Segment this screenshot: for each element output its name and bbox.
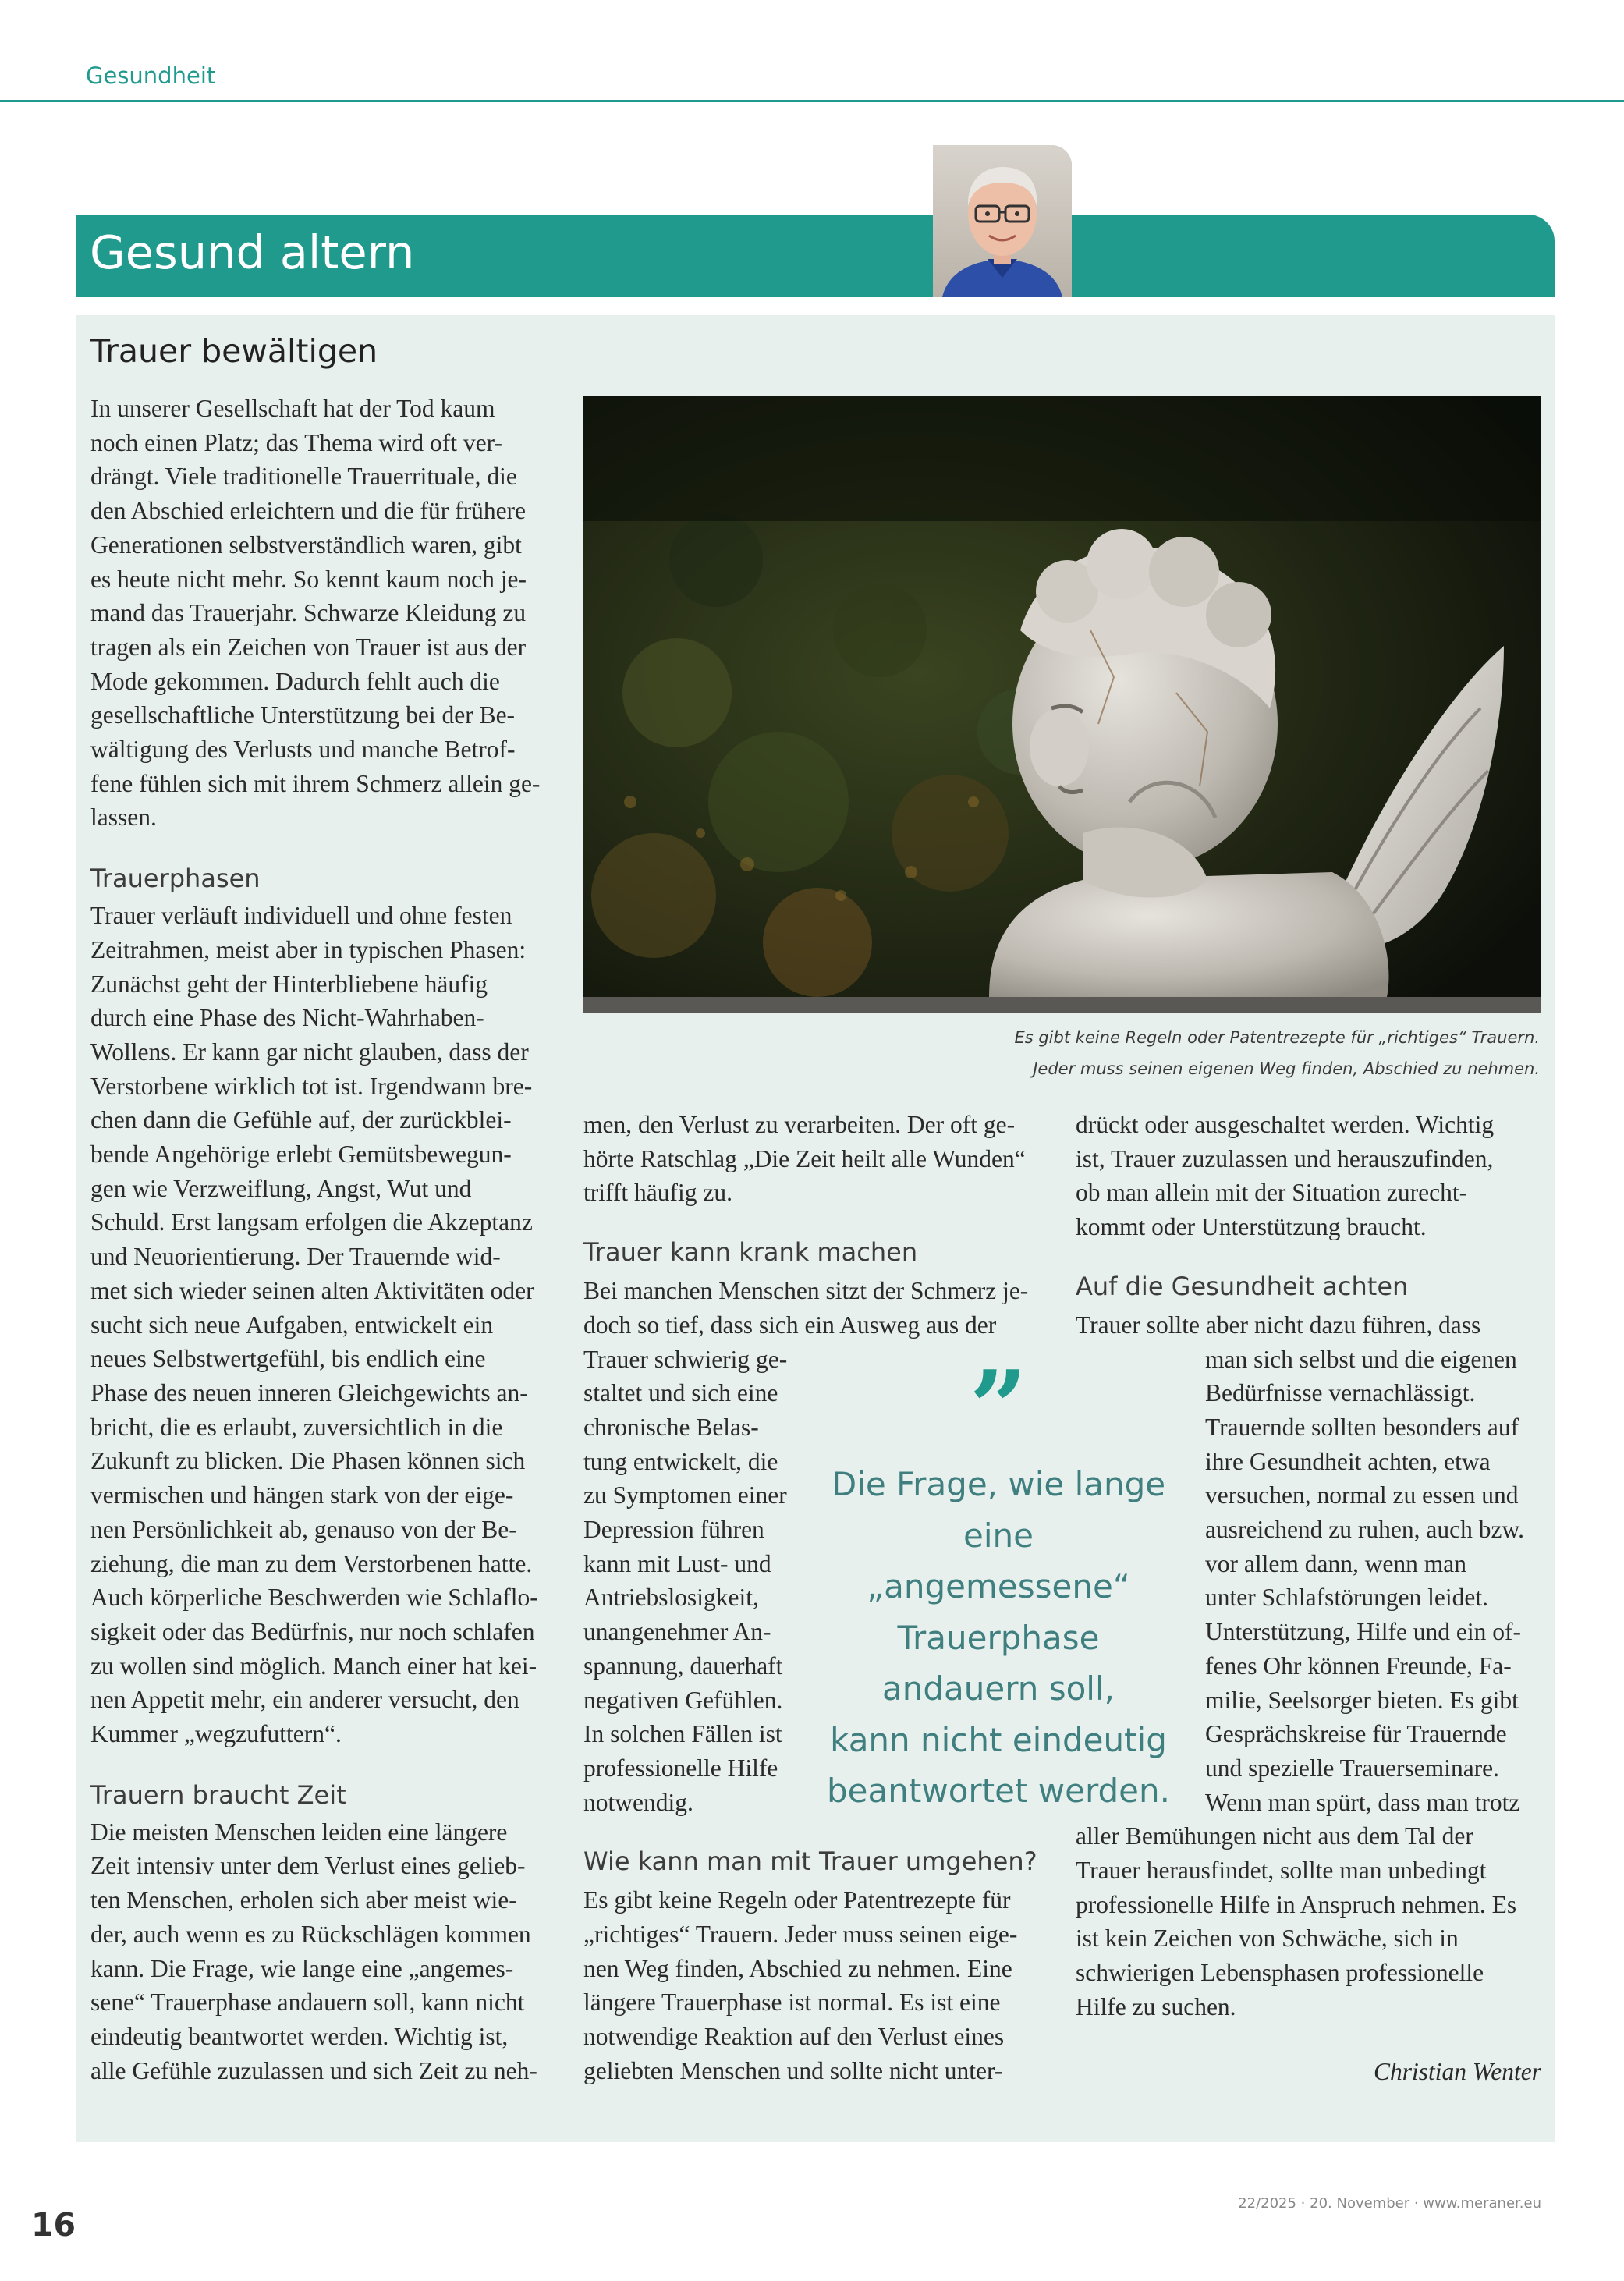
intro-paragraph: In unserer Gesellschaft hat der Tod kaum noch einen Platz; das Thema wird oft ver- drängt. Viele traditionelle Trauerrituale, die den Abschied erleichtern und die für frühere Generationen selbstverständlich waren, gibt es heute nicht mehr. So kennt kaum noch je- mand das Trauerjahr. Schwarze Kleidung zu tragen als ein Zeichen von Trauer ist aus der Mode gekommen. Dadurch fehlt auch die gesellschaftliche Unterstützung bei der Be- wältigung des Verlusts und manche Betrof- fene fühlen sich mit ihrem Schmerz allein ge- lassen. — [90, 395, 541, 832]
subheading-gesundheit-achten: Auf die Gesundheit achten — [1076, 1271, 1409, 1301]
paragraph-continued: men, den Verlust zu verarbeiten. Der oft ge- hörte Ratschlag „Die Zeit heilt alle Wunden“ trifft häufig zu. — [583, 1111, 1026, 1207]
subheading-umgang-mit-trauer: Wie kann man mit Trauer umgehen? — [583, 1846, 1037, 1877]
subheading-trauern-braucht-zeit: Trauern braucht Zeit — [90, 1779, 346, 1810]
header-rule — [0, 100, 1624, 102]
author-portrait-image — [933, 145, 1072, 297]
article-title: Trauer bewältigen — [90, 332, 378, 370]
column-3 — [1076, 1108, 1544, 2024]
footer-issue-info: 22/2025 · 20. November · www.meraner.eu — [1238, 2195, 1541, 2212]
paragraph-gesundheit-achten-start: Trauer sollte aber nicht dazu führen, dass — [1076, 1311, 1481, 1339]
pull-quote: Die Frage, wie lange eine „angemessene“ Trauerphase andauern soll, kann nicht eindeutig beantwortet werden. — [827, 1465, 1170, 1810]
column-1 — [90, 392, 558, 2088]
author-portrait — [933, 145, 1072, 297]
paragraph-trauern-braucht-zeit: Die meisten Menschen leiden eine längere Zeit intensiv unter dem Verlust eines gelieb- ten Menschen, erholen sich aber meist wie- der, auch wenn es zu Rückschlägen kommen kann. Die Frage, wie lange eine „angemes- sene“ Trauerphase andauern soll, kann nicht eindeutig beantwortet werden. Wichtig ist, alle Gefühle zuzulassen und sich Zeit zu neh- — [90, 1818, 537, 2084]
subheading-trauer-kann-krank-machen: Trauer kann krank machen — [583, 1237, 918, 1268]
page-number: 16 — [31, 2206, 76, 2244]
subheading-trauerphasen: Trauerphasen — [90, 864, 261, 894]
angel-statue-image — [583, 396, 1541, 1013]
quote-mark-icon: ” — [969, 1348, 1028, 1467]
author-name: Christian Wenter — [1374, 2058, 1541, 2085]
paragraph-umgang-mit-trauer: Es gibt keine Regeln oder Patentrezepte für „richtiges“ Trauern. Jeder muss seinen eige- nen Weg finden, Abschied zu nehmen. Eine längere Trauerphase ist normal. Es ist eine notwendige Reaktion auf den Verlust eines geliebten Menschen und sollte nicht unter- — [583, 1886, 1018, 2084]
column-title-bar — [76, 215, 1555, 297]
paragraph-trauer-kann-krank-machen: Bei manchen Menschen sitzt der Schmerz je- doch so tief, dass sich ein Ausweg aus der Trauer schwierig ge- staltet und sich eine chronische Belas- tung entwickelt, die zu Symptomen einer Depression führen kann mit Lust- und Antriebslosigkeit, unangenehmer An- spannung, dauerhaft negativen Gefühlen. In solchen Fällen ist professionelle Hilfe notwendig. — [583, 1277, 1029, 1816]
paragraph-trauerphasen: Trauer verläuft individuell und ohne festen Zeitrahmen, meist aber in typischen Phasen: Zunächst geht der Hinterbliebene häufig durch eine Phase des Nicht-Wahrhaben- Wollens. Er kann gar nicht glauben, dass der Verstorbene wirklich tot ist. Irgendwann bre- chen dann die Gefühle auf, der zurückblei- bende Angehörige erlebt Gemütsbewegun- gen wie Verzweiflung, Angst, Wut und Schuld. Erst langsam erfolgen die Akzeptanz und Neuorientierung. Der Trauernde wid- met sich wieder seinen alten Aktivitäten oder sucht sich neue Aufgaben, entwickelt ein neues Selbstwertgefühl, bis endlich eine Phase des neuen inneren Gleichgewichts an- bricht, die es erlaubt, zuversichtlich in die Zukunft zu blicken. Die Phasen können sich vermischen und hängen stark von der eige- nen Persönlichkeit ab, genauso von der Be- ziehung, die man zu dem Verstorbenen hatte. Auch körperliche Beschwerden wie Schlaflo- sigkeit oder das Bedürfnis, nur noch schlafen zu wollen sind möglich. Manch einer hat kei- nen Appetit mehr, ein anderer versucht, den Kummer „wegzufuttern“. — [90, 902, 538, 1748]
column-title: Gesund altern — [90, 225, 415, 279]
angel-statue-photo — [583, 396, 1541, 1013]
paragraph-continued-2: drückt oder ausgeschaltet werden. Wichtig ist, Trauer zuzulassen und herauszufinden, ob man allein mit der Situation zurecht- kommt oder Unterstützung braucht. — [1076, 1111, 1495, 1241]
paragraph-gesundheit-achten-indented: man sich selbst und die eigenen Bedürfnisse vernachlässigt. Trauernde sollten besonders auf ihre Gesundheit achten, etwa versuchen, normal zu essen und ausreichend zu ruhen, auch bzw. vor allem dann, wenn man unter Schlafstörungen leidet. Unterstützung, Hilfe und ein of- fenes Ohr können Freunde, Fa- milie, Seelsorger bieten. Es gibt Gesprächskreise für Trauernde und spezielle Trauerseminare. Wenn man spürt, dass man trotz — [1205, 1345, 1525, 1816]
section-label: Gesundheit — [86, 62, 216, 89]
paragraph-gesundheit-achten-end: aller Bemühungen nicht aus dem Tal der Trauer herausfindet, sollte man unbedingt professionelle Hilfe in Anspruch nehmen. Es ist kein Zeichen von Schwäche, sich in schwierigen Lebensphasen professionelle Hilfe zu suchen. — [1076, 1822, 1517, 2020]
photo-caption: Es gibt keine Regeln oder Patentrezepte für „richtiges“ Trauern. Jeder muss seinen eigenen Weg finden, Abschied zu nehmen. — [1014, 1028, 1540, 1078]
